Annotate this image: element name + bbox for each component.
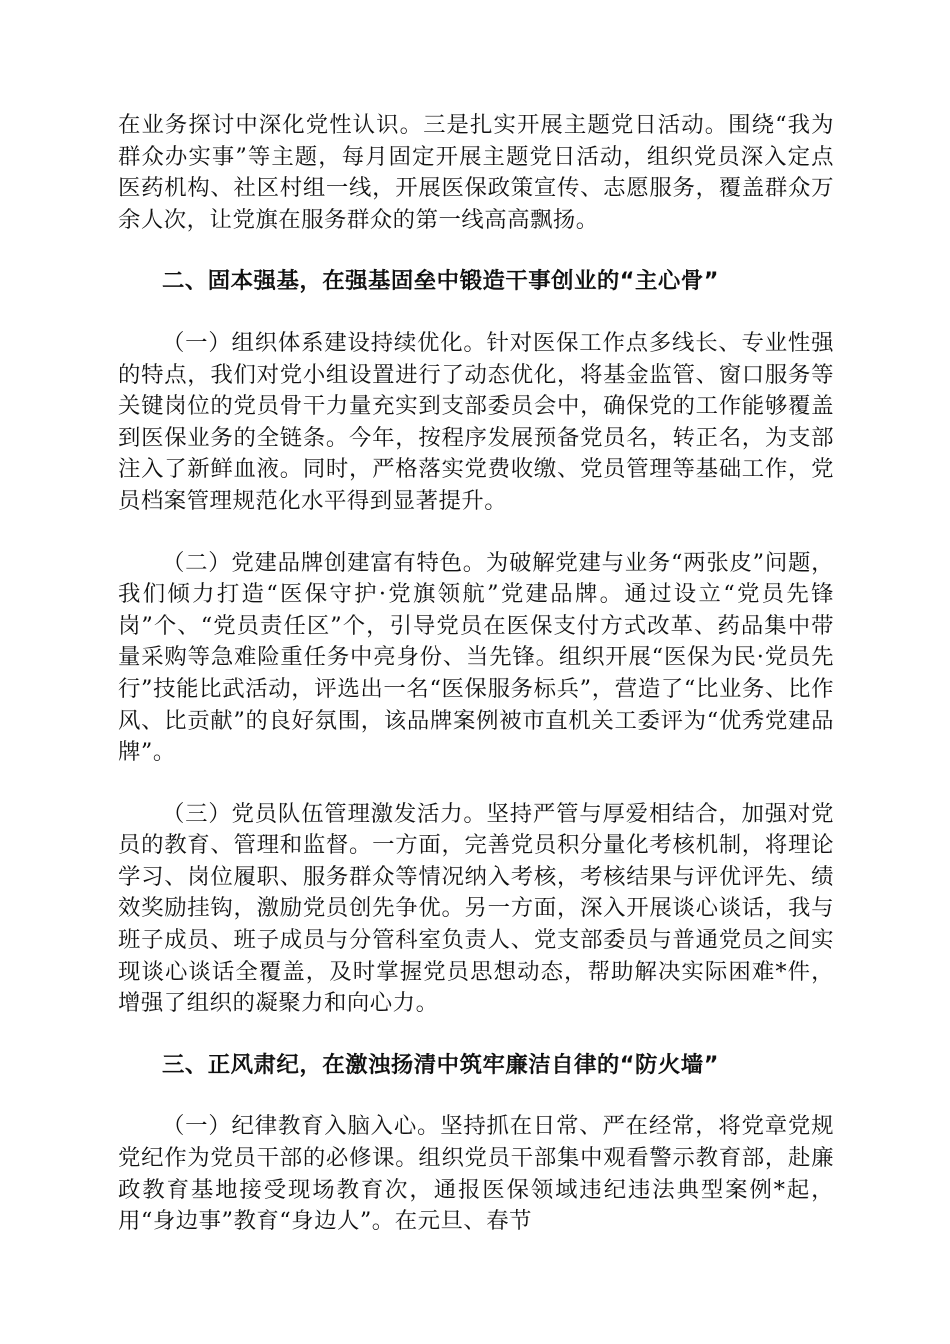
document-page xyxy=(118,110,834,1238)
paragraph-discipline-education: （一）纪律教育入脑入心。坚持抓在日常、严在经常，将党章党规党纪作为党员干部的必修课。组织党员干部集中观看警示教育部，赴廉政教育基地接受现场教育次，通报医保领域违纪违法典型案例*起，用“身边事”教育“身边人”。在元旦、春节 xyxy=(118,1113,834,1235)
paragraph-party-brand: （二）党建品牌创建富有特色。为破解党建与业务“两张皮”问题，我们倾力打造“医保守护·党旗领航”党建品牌。通过设立“党员先锋岗”个、“党员责任区”个，引导党员在医保支付方式改革、药品集中带量采购等急难险重任务中亮身份、当先锋。组织开展“医保为民·党员先行”技能比武活动，评选出一名“医保服务标兵”，营造了“比业务、比作风、比贡献”的良好氛围，该品牌案例被市直机关工委评为“优秀党建品牌”。 xyxy=(118,549,834,766)
paragraph-organization-system: （一）组织体系建设持续优化。针对医保工作点多线长、专业性强的特点，我们对党小组设置进行了动态优化，将基金监管、窗口服务等关键岗位的党员骨干力量充实到支部委员会中，确保党的工作能够覆盖到医保业务的全链条。今年，按程序发展预备党员名，转正名，为支部注入了新鲜血液。同时，严格落实党费收缴、党员管理等基础工作，党员档案管理规范化水平得到显著提升。 xyxy=(118,329,834,514)
paragraph-member-management: （三）党员队伍管理激发活力。坚持严管与厚爱相结合，加强对党员的教育、管理和监督。一方面，完善党员积分量化考核机制，将理论学习、岗位履职、服务群众等情况纳入考核，考核结果与评优评先、绩效奖励挂钩，激励党员创先争优。另一方面，深入开展谈心谈话，我与班子成员、班子成员与分管科室负责人、党支部委员与普通党员之间实现谈心谈话全覆盖，及时掌握党员思想动态，帮助解决实际困难*件，增强了组织的凝聚力和向心力。 xyxy=(118,800,834,1017)
section-heading-2: 二、固本强基，在强基固垒中锻造干事创业的“主心骨” xyxy=(162,268,719,295)
paragraph-continuation: 在业务探讨中深化党性认识。三是扎实开展主题党日活动。围绕“我为群众办实事”等主题，每月固定开展主题党日活动，组织党员深入定点医药机构、社区村组一线，开展医保政策宣传、志愿服务，覆盖群众万余人次，让党旗在服务群众的第一线高高飘扬。 xyxy=(118,112,834,233)
section-heading-3: 三、正风肃纪，在激浊扬清中筑牢廉洁自律的“防火墙” xyxy=(162,1051,719,1078)
